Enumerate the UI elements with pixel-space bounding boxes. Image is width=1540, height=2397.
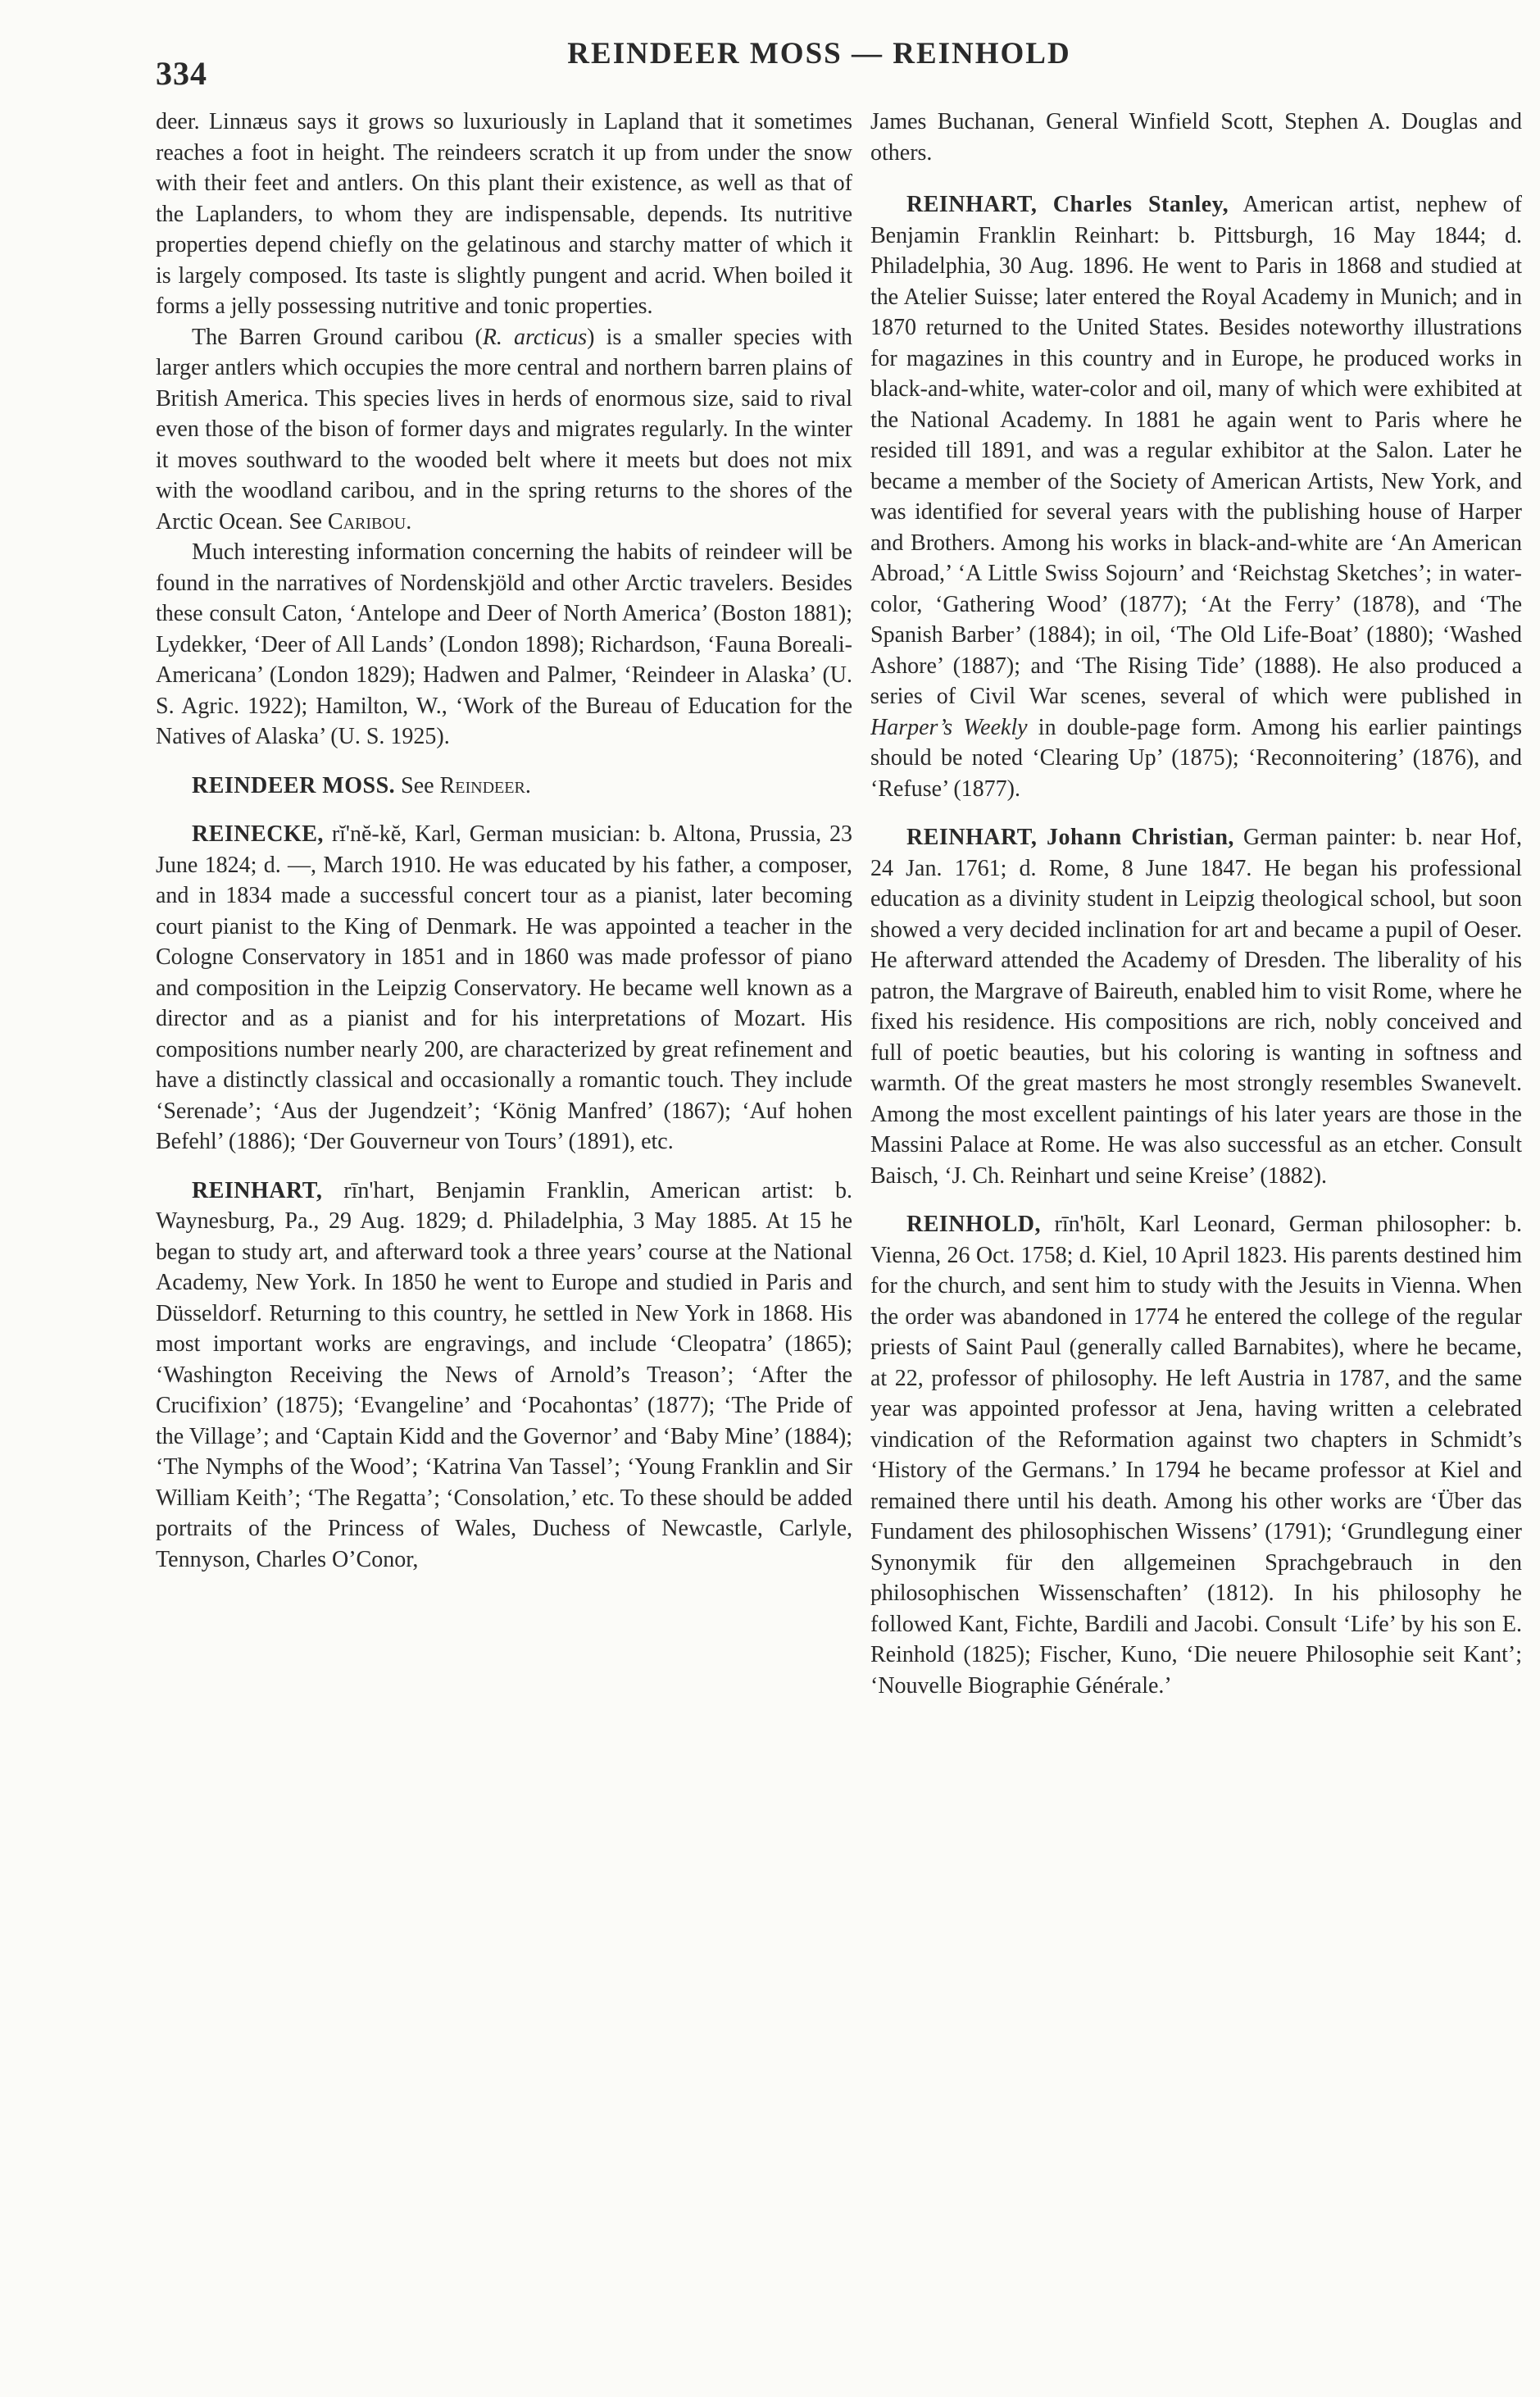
entry-reinhold <box>870 1209 1522 1701</box>
paragraph-barren-ground-caribou <box>156 322 852 538</box>
entry-headword: REINHART, Charles Stanley, <box>906 192 1229 217</box>
entry-body: rīn'hōlt, Karl Leonard, German philosopher: b. Vienna, 26 Oct. 1758; d. Kiel, 10 April 1823. His parents destined him for the church, and sent him to study with the Jesuits in Vienna. When the order was abandoned in 1774 he entered the college of the regular priests of Saint Paul (generally called Barnabites), where he became, at 22, professor of philosophy. He left Austria in 1787, and the same year was appointed professor at Jena, having written a celebrated vindication of the Reformation against two chapters in Schmidt’s ‘History of the Germans.’ In 1794 he became professor at Kiel and remained there until his death. Among his other works are ‘Über das Fundament des philosophischen Wissens’ (1791); ‘Grundlegung einer Synonymik für den allgemeinen Sprachgebrauch in den philosophischen Wissenschaften’ (1812). In his philosophy he followed Kant, Fichte, Bardili and Jacobi. Consult ‘Life’ by his son E. Reinhold (1825); Fischer, Kuno, ‘Die neuere Philosophie seit Kant’; ‘Nouvelle Biographie Générale.’ <box>870 1212 1522 1699</box>
entry-headword: REINECKE, <box>192 821 324 847</box>
text-run: ) is a smaller species with larger antlers which occupies the more central and northern barren plains of British America. This species lives in herds of enormous size, said to rival even those of the bison of former days and migrates regularly. In the winter it moves southward to the wooded belt where it meets but does not mix with the woodland caribou, and in the spring returns to the shores of the Arctic Ocean. See <box>156 324 852 534</box>
entry-reinhart-johann <box>870 822 1522 1191</box>
cross-reference[interactable]: Reindeer <box>439 772 525 798</box>
entry-reinecke <box>156 819 852 1158</box>
text-run: The Barren Ground caribou ( <box>192 324 483 350</box>
entry-reindeer-moss <box>156 771 852 802</box>
left-column <box>156 107 852 2323</box>
publication-title: Harper’s Weekly <box>870 714 1028 740</box>
entry-body: American artist, nephew of Benjamin Franklin Reinhart: b. Pittsburgh, 16 May 1844; d. Philadelphia, 30 Aug. 1896. He went to Paris in 1868 and studied at the Atelier Suisse; later entered the Royal Academy in Munich; and in 1870 returned to the United States. Besides noteworthy illustrations for magazines in this country and in Europe, he produced works in black-and-white, water-color and oil, many of which were exhibited at the National Academy. In 1881 he again went to Paris where he resided till 1891, and was a regular exhibitor at the Salon. Later he became a member of the Society of American Artists, New York, and was identified for several years with the publishing house of Harper and Brothers. Among his works in black-and-white are ‘An American Abroad,’ ‘A Little Swiss Sojourn’ and ‘Reichstag Sketches’; in water-color, ‘Gathering Wood’ (1877); ‘At the Ferry’ (1878), and ‘The Spanish Barber’ (1884); in oil, ‘The Old Life-Boat’ (1880); ‘Washed Ashore’ (1887); and ‘The Rising Tide’ (1888). He also produced a series of Civil War scenes, several of which were published in <box>870 192 1522 709</box>
entry-headword: REINHART, Johann Christian, <box>906 825 1234 850</box>
entry-reinhart-charles <box>870 189 1522 804</box>
entry-body: rĭ'nĕ-kĕ, Karl, German musician: b. Altona, Prussia, 23 June 1824; d. —, March 1910. He was educated by his father, a composer, and in 1834 made a successful concert tour as a pianist, later becoming court pianist to the King of Denmark. He was appointed a teacher in the Cologne Conservatory in 1851 and in 1860 was made professor of piano and composition in the Leipzig Conservatory. He became well known as a director and as a pianist and for his interpretations of Mozart. His compositions number nearly 200, are characterized by great refinement and have a distinctly classical and occasionally a romantic touch. They include ‘Serenade’; ‘Aus der Jugendzeit’; ‘König Manfred’ (1867); ‘Auf hohen Befehl’ (1886); ‘Der Gouverneur von Tours’ (1891), etc. <box>156 821 852 1154</box>
text-run: . <box>525 772 531 798</box>
text-run: . <box>406 508 412 534</box>
running-head: REINDEER MOSS — REINHOLD <box>567 37 1071 70</box>
entry-headword: REINHOLD, <box>906 1212 1041 1237</box>
entry-reinhart-benjamin <box>156 1176 852 1576</box>
paragraph-bibliography: Much interesting information concerning the habits of reindeer will be found in the narratives of Nordenskjöld and other Arctic travelers. Besides these consult Caton, ‘Antelope and Deer of North America’ (Boston 1881); Lydekker, ‘Deer of All Lands’ (London 1898); Richardson, ‘Fauna Boreali-Americana’ (London 1829); Hadwen and Palmer, ‘Reindeer in Alaska’ (U. S. Agric. 1922); Hamilton, W., ‘Work of the Bureau of Education for the Natives of Alaska’ (U. S. 1925). <box>156 539 852 749</box>
entry-body: rīn'hart, Benjamin Franklin, American artist: b. Waynesburg, Pa., 29 Aug. 1829; d. Philadelphia, 3 May 1885. At 15 he began to study art, and afterward took a three years’ course at the National Academy, New York. In 1850 he went to Europe and studied in Paris and Düsseldorf. Returning to this country, he settled in New York in 1868. His most important works are engravings, and include ‘Cleopatra’ (1865); ‘Washington Receiving the News of Arnold’s Treason’; ‘After the Crucifixion’ (1875); ‘Evangeline’ and ‘Pocahontas’ (1877); ‘The Pride of the Village’; and ‘Captain Kidd and the Governor’ and ‘Baby Mine’ (1884); ‘The Nymphs of the Wood’; ‘Katrina Van Tassel’; ‘Young Franklin and Sir William Keith’; ‘The Regatta’; ‘Consolation,’ etc. To these should be added portraits of the Princess of Wales, Duchess of Newcastle, Carlyle, Tennyson, Charles O’Conor, <box>156 1177 852 1572</box>
entry-body: in double-page form. Among his earlier paintings should be noted ‘Clearing Up’ (1875); ‘Reconnoitering’ (1876), and ‘Refuse’ (1877). <box>870 714 1522 802</box>
latin-name: R. arcticus <box>482 324 588 350</box>
cross-reference[interactable]: Caribou <box>327 508 407 534</box>
paragraph-continued: James Buchanan, General Winfield Scott, Stephen A. Douglas and others. <box>870 109 1522 166</box>
see-label: See <box>401 772 434 798</box>
right-column <box>870 107 1522 2323</box>
entry-body: German painter: b. near Hof, 24 Jan. 1761; d. Rome, 8 June 1847. He began his professional education as a divinity student in Leipzig theological school, but soon showed a very decided inclination for art and became a pupil of Oeser. He afterward attended the Academy of Dresden. The liberality of his patron, the Margrave of Baireuth, enabled him to visit Rome, where he fixed his residence. His compositions are rich, nobly conceived and full of poetic beauties, but his coloring is wanting in softness and warmth. Of the great masters he most strongly resembles Swanevelt. Among the most excellent paintings of his later years are those in the Massini Palace at Rome. He was also successful as an etcher. Consult Baisch, ‘J. Ch. Reinhart und seine Kreise’ (1882). <box>870 825 1522 1189</box>
entry-headword: REINDEER MOSS. <box>192 772 396 798</box>
paragraph-deer-continued: deer. Linnæus says it grows so luxuriously in Lapland that it sometimes reaches a foot in height. The reindeers scratch it up from under the snow with their feet and antlers. On this plant their existence, as well as that of the Laplanders, to whom they are indispensable, depends. Its nutritive properties depend chiefly on the gelatinous and starchy matter of which it is largely composed. Its taste is slightly pungent and acrid. When boiled it forms a jelly possessing nutritive and tonic properties. <box>156 109 852 319</box>
page-number: 334 <box>156 55 207 92</box>
entry-headword: REINHART, <box>192 1177 323 1203</box>
